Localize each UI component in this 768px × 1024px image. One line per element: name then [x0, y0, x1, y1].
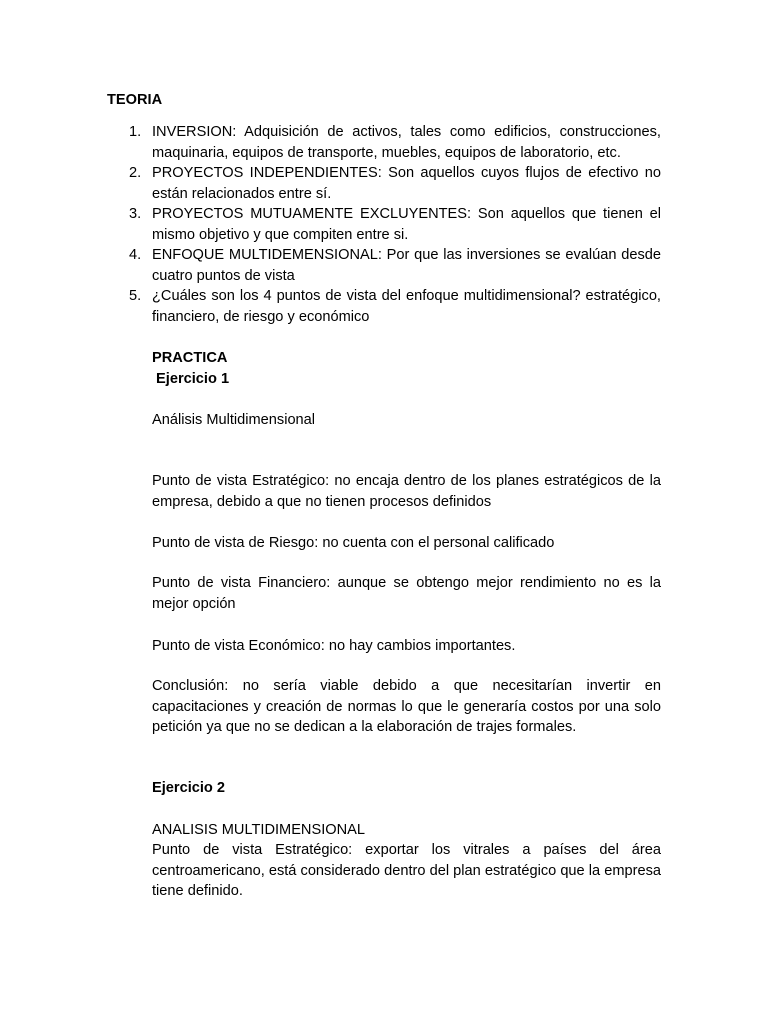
list-item	[107, 204, 661, 245]
theory-list	[107, 122, 661, 327]
list-item-number: 3.	[129, 206, 142, 222]
exercise-2-heading: Ejercicio 2	[152, 780, 226, 796]
list-item	[107, 122, 661, 163]
exercise-2-strategic-view: Punto de vista Estratégico: exportar los vitrales a países del área centroamericano, está considerado dentro del plan estratégico que la empresa tiene definido.	[152, 842, 661, 899]
list-item-text: ENFOQUE MULTIDEMENSIONAL: Por que las inversiones se evalúan desde cuatro puntos de vista	[152, 247, 661, 284]
list-item	[107, 286, 661, 327]
exercise-1-conclusion: Conclusión: no sería viable debido a que necesitarían invertir en capacitaciones y creación de normas lo que le generaría costos por una solo petición ya que no se dedican a la elaboración de trajes formales.	[152, 678, 661, 735]
exercise-2-subheading: ANALISIS MULTIDIMENSIONAL	[152, 822, 366, 838]
exercise-1-strategic-view: Punto de vista Estratégico: no encaja dentro de los planes estratégicos de la empresa, debido a que no tienen procesos definidos	[152, 473, 661, 510]
list-item-number: 5.	[129, 288, 142, 304]
list-item	[107, 245, 661, 286]
exercise-1-financial-view: Punto de vista Financiero: aunque se obtengo mejor rendimiento no es la mejor opción	[152, 575, 661, 612]
section-heading-teoria: TEORIA	[107, 92, 163, 108]
exercise-1-subheading: Análisis Multidimensional	[152, 412, 316, 428]
section-heading-practica: PRACTICA	[152, 350, 228, 366]
list-item-text: ¿Cuáles son los 4 puntos de vista del enfoque multidimensional? estratégico, financiero, de riesgo y económico	[152, 288, 661, 325]
list-item-number: 2.	[129, 165, 142, 181]
list-item-text: PROYECTOS INDEPENDIENTES: Son aquellos cuyos flujos de efectivo no están relacionados entre sí.	[152, 165, 661, 202]
list-item-text: INVERSION: Adquisición de activos, tales como edificios, construcciones, maquinaria, equipos de transporte, muebles, equipos de laboratorio, etc.	[152, 124, 661, 161]
list-item-number: 1.	[129, 124, 142, 140]
exercise-1-risk-view: Punto de vista de Riesgo: no cuenta con el personal calificado	[152, 535, 555, 551]
list-item-text: PROYECTOS MUTUAMENTE EXCLUYENTES: Son aquellos que tienen el mismo objetivo y que compiten entre si.	[152, 206, 661, 243]
list-item	[107, 163, 661, 204]
list-item-number: 4.	[129, 247, 142, 263]
exercise-1-heading: Ejercicio 1	[152, 371, 230, 387]
exercise-1-economic-view: Punto de vista Económico: no hay cambios importantes.	[152, 638, 516, 654]
